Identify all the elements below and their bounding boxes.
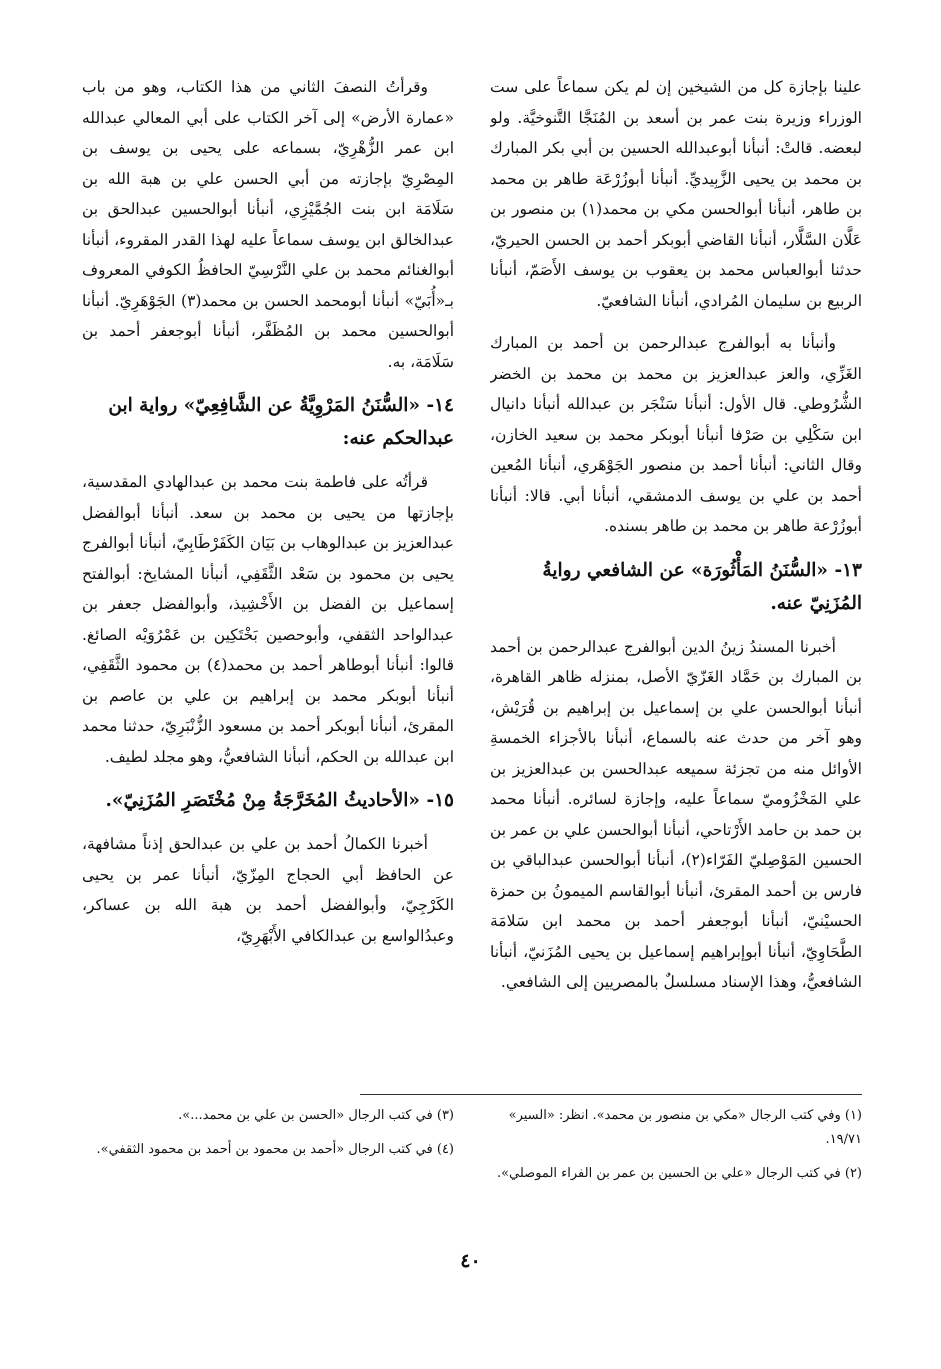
paragraph: علينا بإجازة كل من الشيخين إن لم يكن سماعاً على ست الوزراء وزيرة بنت عمر بن أسعد بن المُنَجَّا التَّنوخيَّة. ولو لبعضه. قالتْ: أنبأنا أبوعبدالله الحسين بن أبي بكر المبارك بن محمد بن يحيى الزَّبِيديِّ. أنبأنا أبوزُرْعَة طاهر بن محمد بن طاهر، أنبأنا أبوالحسن مكي بن محمد(١) بن منصور بن عَلَّان السَّلَّار، أنبأنا القاضي أبوبكر أحمد بن الحسن الحيريّ، حدثنا أبوالعباس محمد بن يعقوب بن يوسف الأَصَمّ، أنبأنا الربيع بن سليمان المُرادي، أنبأنا الشافعيّ. — [490, 78, 862, 310]
footnote-divider — [360, 1094, 862, 1095]
right-column — [490, 72, 862, 1080]
footnotes-right — [490, 1104, 862, 1196]
paragraph: أخبرنا المسندُ زينُ الدين أبوالفرج عبدالرحمن بن أحمد بن المبارك بن حَمَّاد الغَزّيّ الأصل، بمنزله ظاهر القاهرة، أنبأنا أبوالحسن علي بن إسماعيل بن إبراهيم بن قُرَيْش، وهو آخر من حدث عنه بالسماع، أنبأنا بالأجزاء الخمسةِ الأوائل منه من تجزئة سميعه عبدالحسن بن عبدالعزيز بن علي المَخْزُوميّ سماعاً عليه، وإجازة لسائره. أنبأنا محمد بن حمد بن حامد الأَرْتاحي، أنبأنا أبوالحسن علي بن عمر بن الحسين المَوْصِليّ الفَرّاء(٢)، أنبأنا أبوالحسن عبدالباقي بن فارس بن أحمد المقرئ، أنبأنا أبوالقاسم الميمونُ بن حمزة الحسيْنيّ، أنبأنا أبوجعفر أحمد بن محمد ابن سَلامَة الطَّحَاوِيّ، أنبأنا أبوإبراهيم إسماعيل بن يحيى المُزَنيّ، أنبأنا الشافعيُّ، وهذا الإسناد مسلسلٌ بالمصريين إلى الشافعي. — [490, 637, 862, 991]
section-heading-14: ١٤- «السُّنَنُ المَرْوِيَّةُ عن الشَّافِعِيّ» رواية ابن عبدالحكم عنه: — [108, 395, 454, 449]
footnote-1: (١) وفي كتب الرجال «مكي بن منصور بن محمد». انظر: «السير» ١٩/٧١. — [508, 1108, 862, 1147]
footnote-4: (٤) في كتب الرجال «أحمد بن محمود بن أحمد بن محمود الثقفي». — [96, 1142, 454, 1157]
section-heading-15: ١٥- «الأحاديثُ المُخَرَّجَةُ مِنْ مُخْتَصَرِ المُزَنِيّ». — [105, 790, 454, 811]
section-heading-13: ١٣- «السُّنَنُ المَأْثُورَة» عن الشافعي روايةُ المُزَنِيّ عنه. — [542, 559, 862, 614]
paragraph: قرأتُه على فاطمة بنت محمد بن عبدالهادي المقدسية، بإجازتها من يحيى بن محمد بن سعد. أنبأنا أبوالفضل عبدالعزيز بن عبدالوهاب بن بَيَان الكَفَرْطَابِيّ، أنبأنا أبوالفرج يحيى بن محمود بن سَعْد الثَّقَفِي، أنبأنا المشايخ: أبوالفتح إسماعيل بن الفضل بن الأَخْشِيذ، وأبوالفضل جعفر بن عبدالواحد الثقفي، وأبوحصين بَخْتَكِين بن عَمْرُوَيْه الصائغ. قالوا: أنبأنا أبوطاهر أحمد بن محمد(٤) بن محمود الثَّقَفِي، أنبأنا أبوبكر محمد بن إبراهيم بن علي بن عاصم بن المقرئ، أنبأنا أبوبكر أحمد بن مسعود الزُّنْبَرِيّ، حدثنا محمد ابن عبدالله بن الحكم، أنبأنا الشافعيُّ، وهو مجلد لطيف. — [82, 473, 454, 766]
paragraph: وقرأتُ النصفَ الثاني من هذا الكتاب، وهو من باب «عمارة الأرض» إلى آخر الكتاب على أبي المعالي عبدالله ابن عمر الزُّهْرِيّ، بسماعه على يحيى بن يوسف بن المِصْرِيّ بإجازته من أبي الحسن علي بن هبة الله بن سَلَامَة ابن بنت الجُمَّيْزِي، أنبأنا أبوالحسين عبدالحق بن عبدالخالق ابن يوسف سماعاً عليه لهذا القدر المقروء، أنبأنا أبوالغنائم محمد بن علي النَّرْسِيّ الحافظُ الكوفي المعروف بـ«أُبَيّ» أنبأنا أبومحمد الحسن بن محمد(٣) الجَوْهَرِيّ. أنبأنا أبوالحسين محمد بن المُظَفَّر، أنبأنا أبوجعفر أحمد بن سَلَامَة، به. — [82, 78, 454, 371]
paragraph: أخبرنا الكمالُ أحمد بن علي بن عبدالحق إذناً مشافهة، عن الحافظ أبي الحجاج المِزّيّ، أنبأنا عمر بن يحيى الكَرْجِيّ، وأبوالفضل أحمد بن هبة الله بن عساكر، وعبدُالواسع بن عبدالكافي الأَبْهَرِيّ، — [82, 835, 454, 945]
footnotes-left — [82, 1104, 454, 1172]
footnote-3: (٣) في كتب الرجال «الحسن بن علي بن محمد...». — [178, 1108, 454, 1123]
paragraph: وأنبأنا به أبوالفرج عبدالرحمن بن أحمد بن المبارك الغَزِّي، والعز عبدالعزيز بن محمد بن محمد بن الخضر الشُّرُوطي. قال الأول: أنبأنا سَنْجَر بن عبدالله أنبأنا دانيال ابن سَكْلِي بن صَرْفا أنبأنا أبوبكر محمد بن سعيد الخازن، وقال الثاني: أنبأنا أحمد بن منصور الجَوْهَري، أنبأنا المُعين أحمد بن علي بن يوسف الدمشقي، أنبأنا أبي. قالا: أنبأنا أبوزُرْعة طاهر بن محمد بن طاهر بسنده. — [490, 334, 862, 535]
page-number: ٤٠ — [460, 1250, 481, 1272]
left-column — [82, 72, 454, 1080]
footnote-2: (٢) في كتب الرجال «علي بن الحسين بن عمر بن الفراء الموصلي». — [496, 1166, 862, 1181]
